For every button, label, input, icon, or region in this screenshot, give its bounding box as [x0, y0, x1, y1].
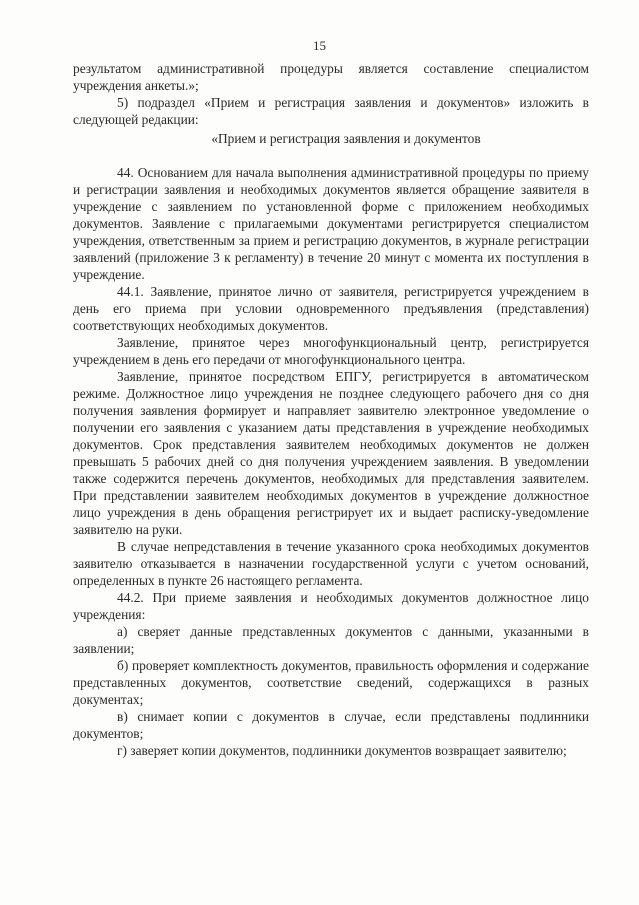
document-body	[73, 60, 589, 759]
list-item-b: б) проверяет комплектность документов, правильность оформления и содержание представленных документов, соответствие сведений, содержащихся в разных документах;	[73, 658, 589, 707]
paragraph-epgu: Заявление, принятое посредством ЕПГУ, регистрируется в автоматическом режиме. Должностное лицо учреждения не позднее следующего рабочего дня со дня получения заявления формирует и направляет заявителю электронное уведомление о получении его заявления с указанием даты представления в учреждение необходимых документов. Срок представления заявителем необходимых документов не должен превышать 5 рабочих дней со дня получения учреждением заявления. В уведомлении также содержится перечень документов, необходимых для представления заявителем. При представлении заявителем необходимых документов в учреждение должностное лицо учреждения в день обращения регистрирует их и выдает расписку-уведомление заявителю на руки.	[73, 369, 589, 537]
paragraph-44-1: 44.1. Заявление, принятое лично от заявителя, регистрируется учреждением в день его приема при условии одновременного предъявления (представления) соответствующих необходимых документов.	[73, 284, 589, 333]
paragraph-subsection-5: 5) подраздел «Прием и регистрация заявления и документов» изложить в следующей редакции:	[73, 95, 589, 127]
section-heading: «Прием и регистрация заявления и документов	[211, 131, 481, 146]
paragraph-44-2: 44.2. При приеме заявления и необходимых документов должностное лицо учреждения:	[73, 590, 589, 622]
list-item-v: в) снимает копии с документов в случае, если представлены подлинники документов;	[73, 709, 589, 741]
paragraph-44: 44. Основанием для начала выполнения административной процедуры по приему и регистрации заявления и необходимых документов является обращение заявителя в учреждение с заявлением по установленной форме с приложением необходимых документов. Заявление с прилагаемыми документами регистрируется специалистом учреждения, ответственным за прием и регистрацию документов, в журнале регистрации заявлений (приложение 3 к регламенту) в течение 20 минут с момента их поступления в учреждение.	[73, 165, 589, 282]
list-item-a: а) сверяет данные представленных документов с данными, указанными в заявлении;	[73, 624, 589, 656]
paragraph-continuation: результатом административной процедуры является составление специалистом учреждения анкеты.»;	[73, 61, 589, 93]
list-item-g: г) заверяет копии документов, подлинники документов возвращает заявителю;	[117, 743, 567, 758]
paragraph-refusal: В случае непредставления в течение указанного срока необходимых документов заявителю отказывается в назначении государственной услуги с учетом оснований, определенных в пункте 26 настоящего регламента.	[73, 539, 589, 588]
paragraph-mfc: Заявление, принятое через многофункциональный центр, регистрируется учреждением в день его передачи от многофункционального центра.	[73, 335, 589, 367]
page-number: 15	[313, 38, 326, 53]
